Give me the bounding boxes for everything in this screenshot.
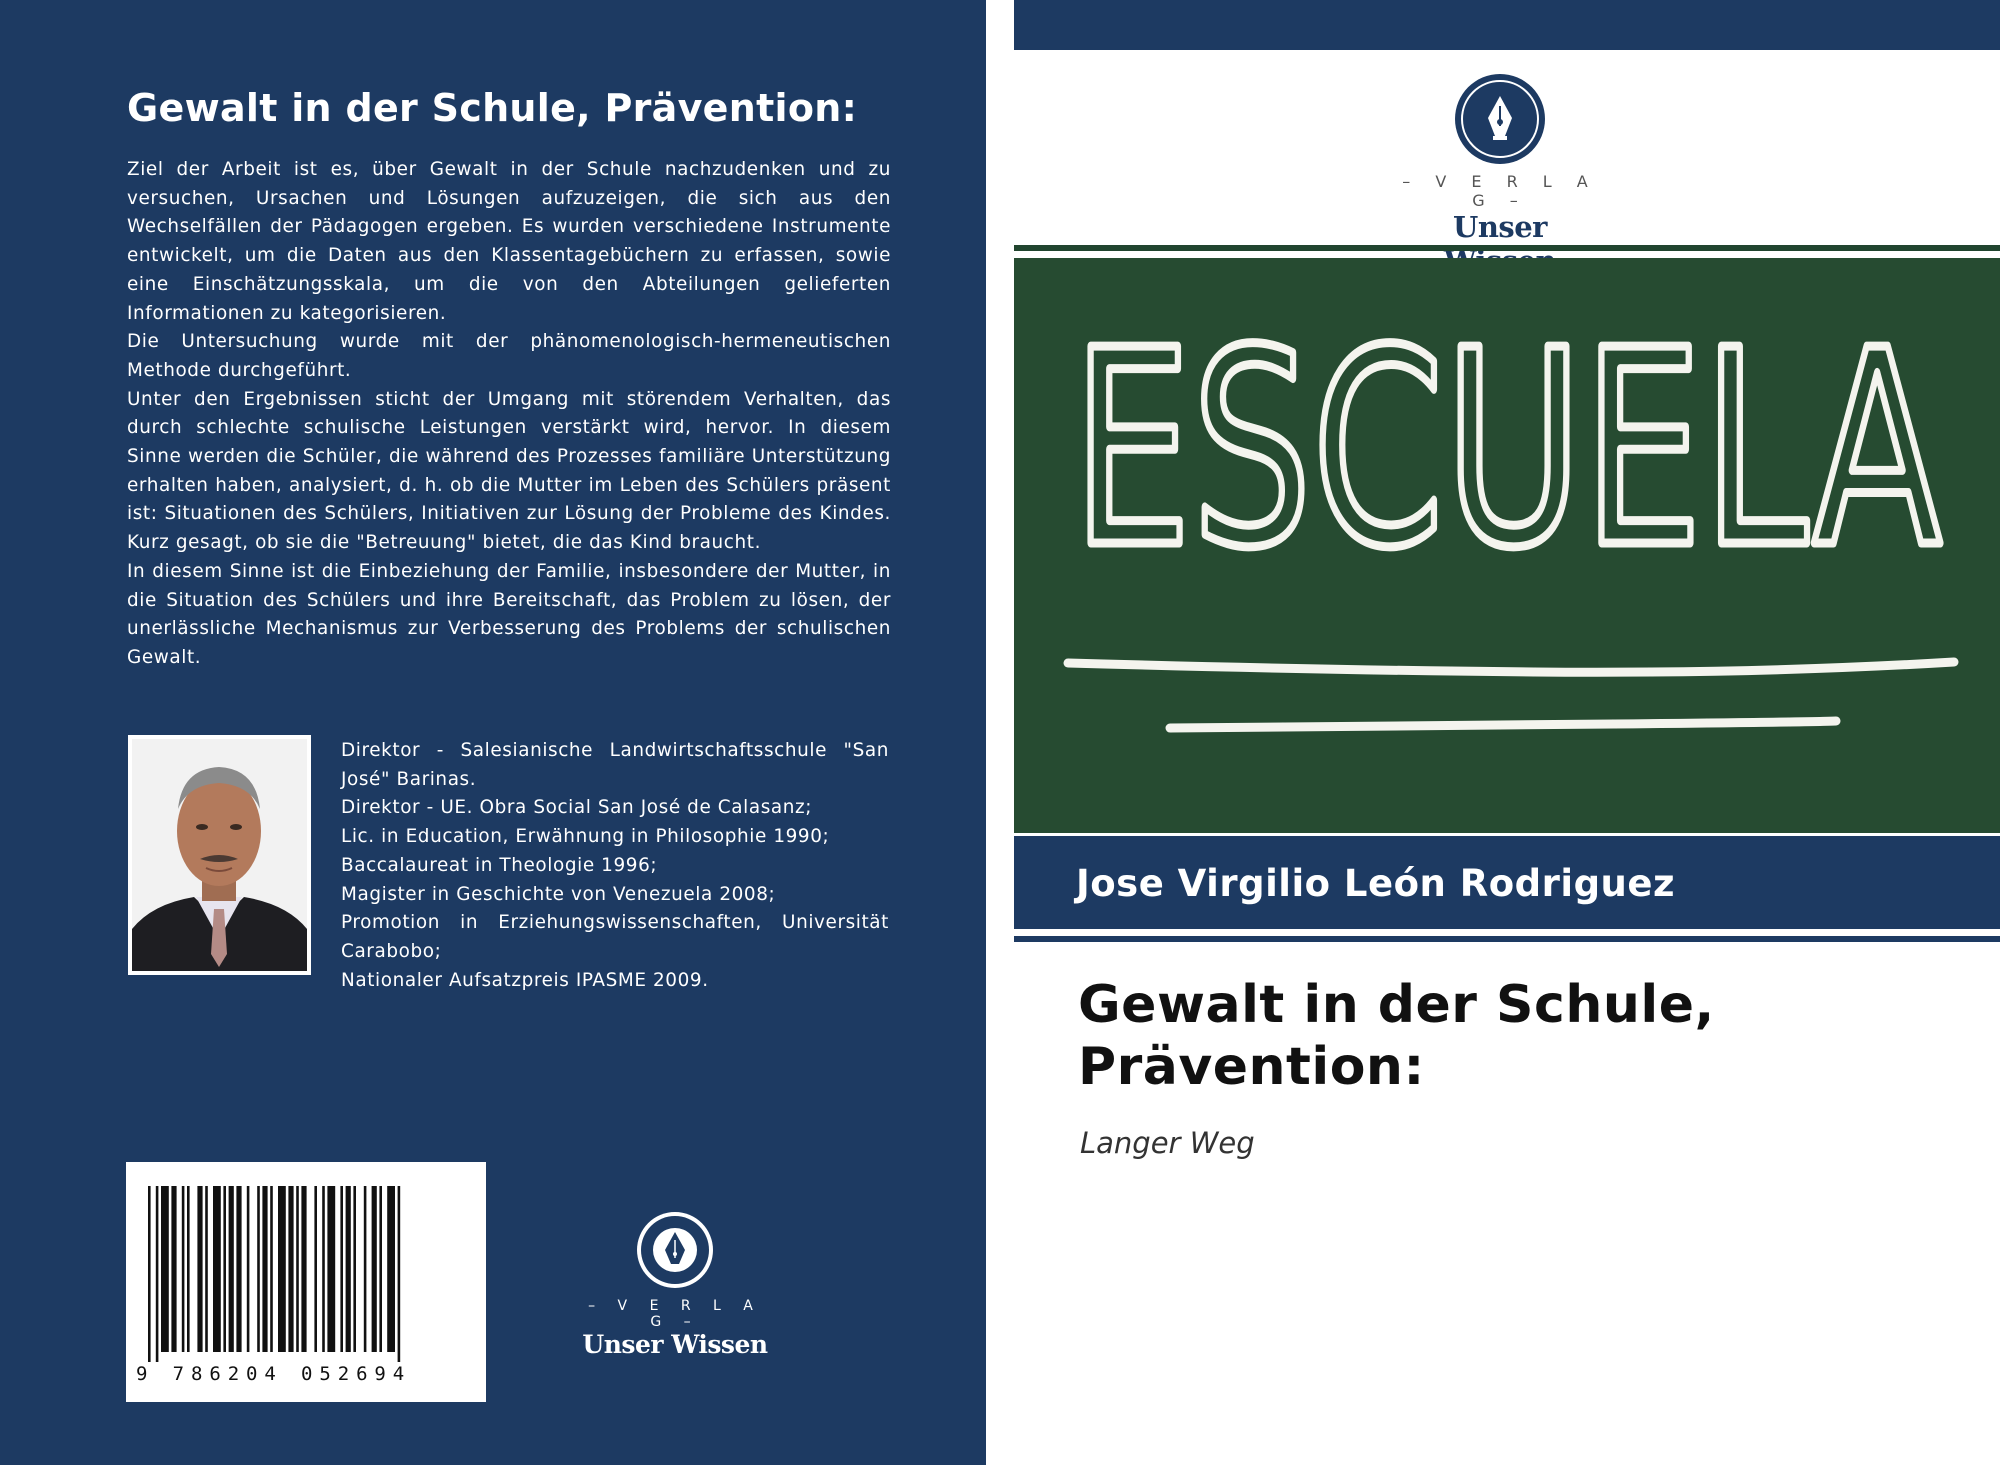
publisher-seal-icon	[635, 1210, 715, 1290]
barcode-bar	[171, 1186, 176, 1352]
barcode-bar	[197, 1186, 202, 1352]
barcode-bar	[322, 1186, 325, 1352]
author-name: Jose Virgilio León Rodriguez	[1076, 862, 1676, 905]
publisher-name: Unser Wissen	[582, 1330, 768, 1359]
chalk-underline	[1068, 662, 1954, 672]
barcode-bar	[353, 1186, 356, 1352]
author-band	[1014, 836, 2000, 929]
barcode-bar	[187, 1186, 190, 1352]
barcode-bar	[236, 1186, 241, 1352]
barcode-bar	[270, 1186, 273, 1352]
publisher-pen-icon	[1453, 72, 1547, 166]
barcode-bar	[247, 1186, 250, 1352]
publisher-name: Unser	[1453, 210, 1547, 244]
bio-line: Magister in Geschichte von Venezuela 2008;	[341, 883, 776, 905]
chalkboard-drawing	[1014, 258, 2000, 833]
barcode-bar	[182, 1186, 185, 1352]
chalk-word: ESCUELA	[1072, 292, 1943, 607]
publisher-verlag-label: – V E R L A G –	[588, 1298, 762, 1330]
author-bio	[341, 737, 889, 995]
bio-line: Baccalaureat in Theologie 1996;	[341, 854, 658, 876]
blurb-paragraph: Ziel der Arbeit ist es, über Gewalt in der Schule nachzudenken und zu versuchen, Ursachen und Lösungen aufzuzeigen, die sich aus den Wechselfällen der Pädagogen ergeben. Es wurden verschiedene Instrumente entwickelt, um die Daten aus den Klassentagebüchern zu erfassen, sowie eine Einschätzungsskala, um die von den Abteilungen gelieferten Informationen zu kategorisieren.	[127, 159, 891, 324]
bio-line: Lic. in Education, Erwähnung in Philosophie 1990;	[341, 826, 830, 848]
back-cover-blurb	[127, 156, 891, 673]
barcode-bar	[398, 1186, 401, 1362]
barcode-bar	[148, 1186, 151, 1362]
barcode-bar	[161, 1186, 169, 1352]
barcode-bar	[278, 1186, 286, 1352]
blurb-paragraph: Unter den Ergebnissen sticht der Umgang mit störendem Verhalten, das durch schlechte schulische Leistungen verstärkt wird, hervor. In diesem Sinne werden die Schüler, die während des Prozesses familiäre Unterstützung erhalten haben, analysiert, d. h. ob die Mutter im Leben des Schülers präsent ist: Situationen des Schülers, Initiativen zur Lösung der Probleme des Kindes. Kurz gesagt, ob sie die "Betreuung" bietet, die das Kind braucht.	[127, 388, 891, 554]
barcode-bar	[156, 1186, 159, 1362]
barcode-bar	[223, 1186, 226, 1352]
barcode-bar	[379, 1186, 382, 1352]
barcode-bar	[372, 1186, 377, 1352]
bio-line: Nationaler Aufsatzpreis IPASME 2009.	[341, 969, 709, 991]
blurb-paragraph: In diesem Sinne ist die Einbeziehung der Familie, insbesondere der Mutter, in die Situation des Schülers und ihre Bereitschaft, das Problem zu lösen, der unerlässliche Mechanismus zur Verbesserung des Problems der schulischen Gewalt.	[127, 560, 891, 668]
barcode-bar	[262, 1186, 267, 1352]
isbn-digits: 9 786204 052694	[136, 1363, 412, 1385]
front-top-bar	[1014, 0, 2000, 50]
publisher-logo-back	[575, 1210, 775, 1359]
barcode-bar	[213, 1186, 221, 1352]
barcode-bar	[229, 1186, 234, 1352]
book-subtitle: Langer Weg	[1080, 1126, 1255, 1160]
author-portrait-image	[132, 739, 307, 971]
bio-line: Promotion in Erziehungswissenschaften, Universität Carabobo;	[341, 912, 889, 962]
barcode-bar	[296, 1186, 299, 1352]
bio-line: Direktor - UE. Obra Social San José de Calasanz;	[341, 797, 813, 819]
barcode-bar	[257, 1186, 260, 1352]
bio-line: Direktor - Salesianische Landwirtschaftsschule "San José" Barinas.	[341, 740, 889, 790]
barcode-bar	[340, 1186, 343, 1352]
barcode-bar	[301, 1186, 306, 1352]
chalk-underline	[1170, 721, 1836, 728]
back-cover-title: Gewalt in der Schule, Prävention:	[127, 86, 858, 130]
barcode-bar	[314, 1186, 317, 1352]
chalkboard-image	[1014, 258, 2000, 833]
barcode-bar	[327, 1186, 335, 1352]
book-title: Gewalt in der Schule, Prävention:	[1078, 975, 1715, 1097]
barcode-bar	[346, 1186, 351, 1352]
barcode-bar	[364, 1186, 367, 1352]
navy-divider	[1014, 936, 2000, 942]
back-cover	[0, 0, 986, 1465]
barcode-bar	[387, 1186, 395, 1352]
publisher-verlag-label: – V E R L A G –	[1402, 172, 1598, 210]
barcode-bar	[288, 1186, 293, 1352]
barcode-bar	[205, 1186, 208, 1352]
barcode-bars	[126, 1162, 486, 1362]
green-divider	[1014, 245, 2000, 251]
isbn-barcode	[126, 1162, 486, 1402]
blurb-paragraph: Die Untersuchung wurde mit der phänomenologisch-hermeneutischen Methode durchgeführt.	[127, 331, 891, 381]
author-photo	[128, 735, 311, 975]
